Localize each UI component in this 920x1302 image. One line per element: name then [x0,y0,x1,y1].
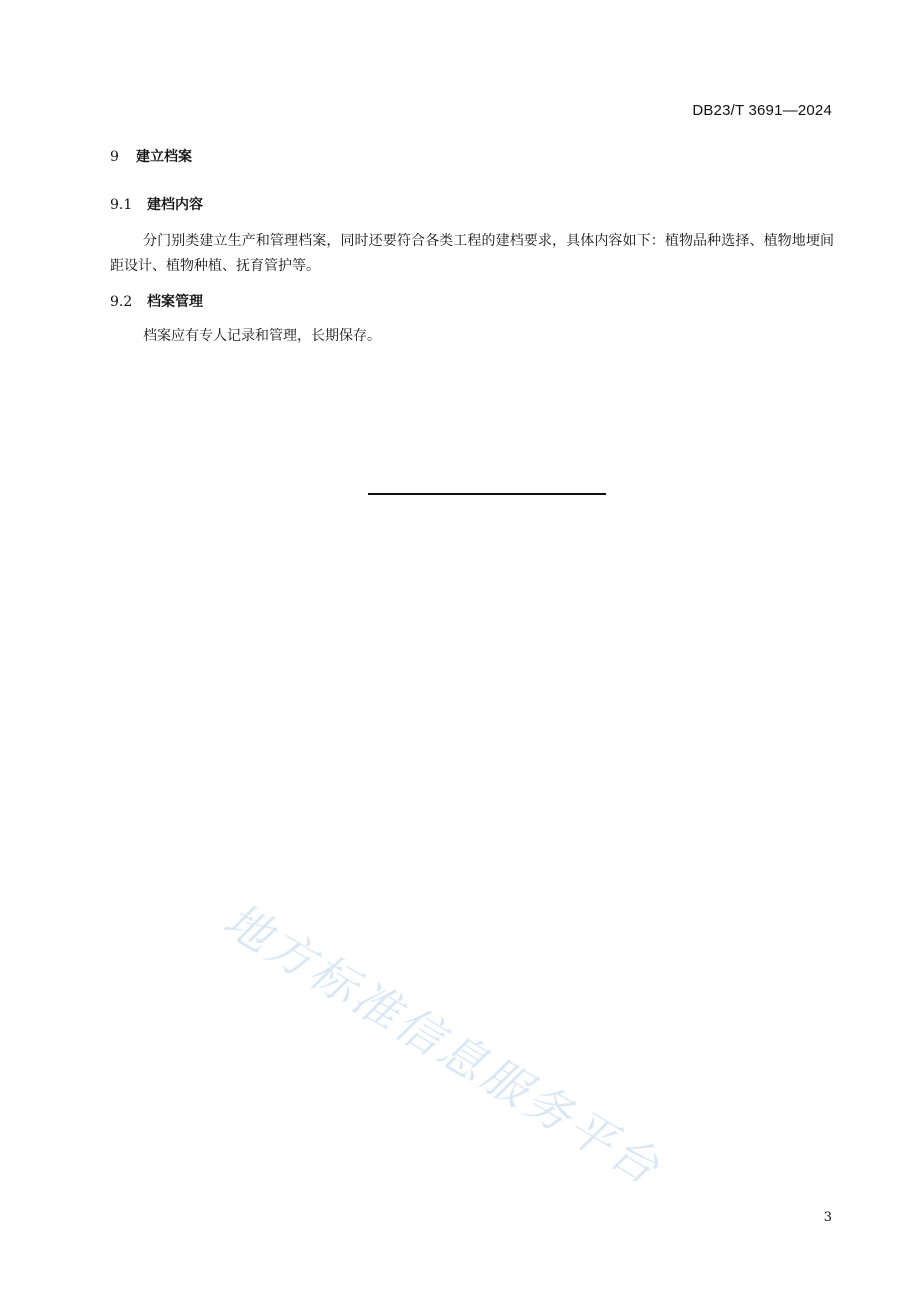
section-number: 9.2 [110,294,133,310]
watermark: 地方标准信息服务平台 [214,892,671,1197]
end-of-document-rule [368,493,606,495]
section-9-heading [110,146,192,166]
section-title: 建立档案 [136,149,192,165]
section-number: 9.1 [110,197,133,213]
section-9-2-body: 档案应有专人记录和管理，长期保存。 [143,328,381,344]
section-9-2-heading [110,291,203,311]
section-title: 档案管理 [147,294,203,310]
page-number: 3 [823,1210,832,1225]
section-title: 建档内容 [147,197,203,213]
section-9-1-heading [110,194,203,214]
section-9-1-body: 分门别类建立生产和管理档案，同时还要符合各类工程的建档要求，具体内容如下：植物品种选择、植物地埂间距设计、植物种植、抚育管护等。 [110,233,834,274]
standard-code: DB23/T 3691—2024 [692,102,832,119]
section-number: 9 [110,149,119,165]
